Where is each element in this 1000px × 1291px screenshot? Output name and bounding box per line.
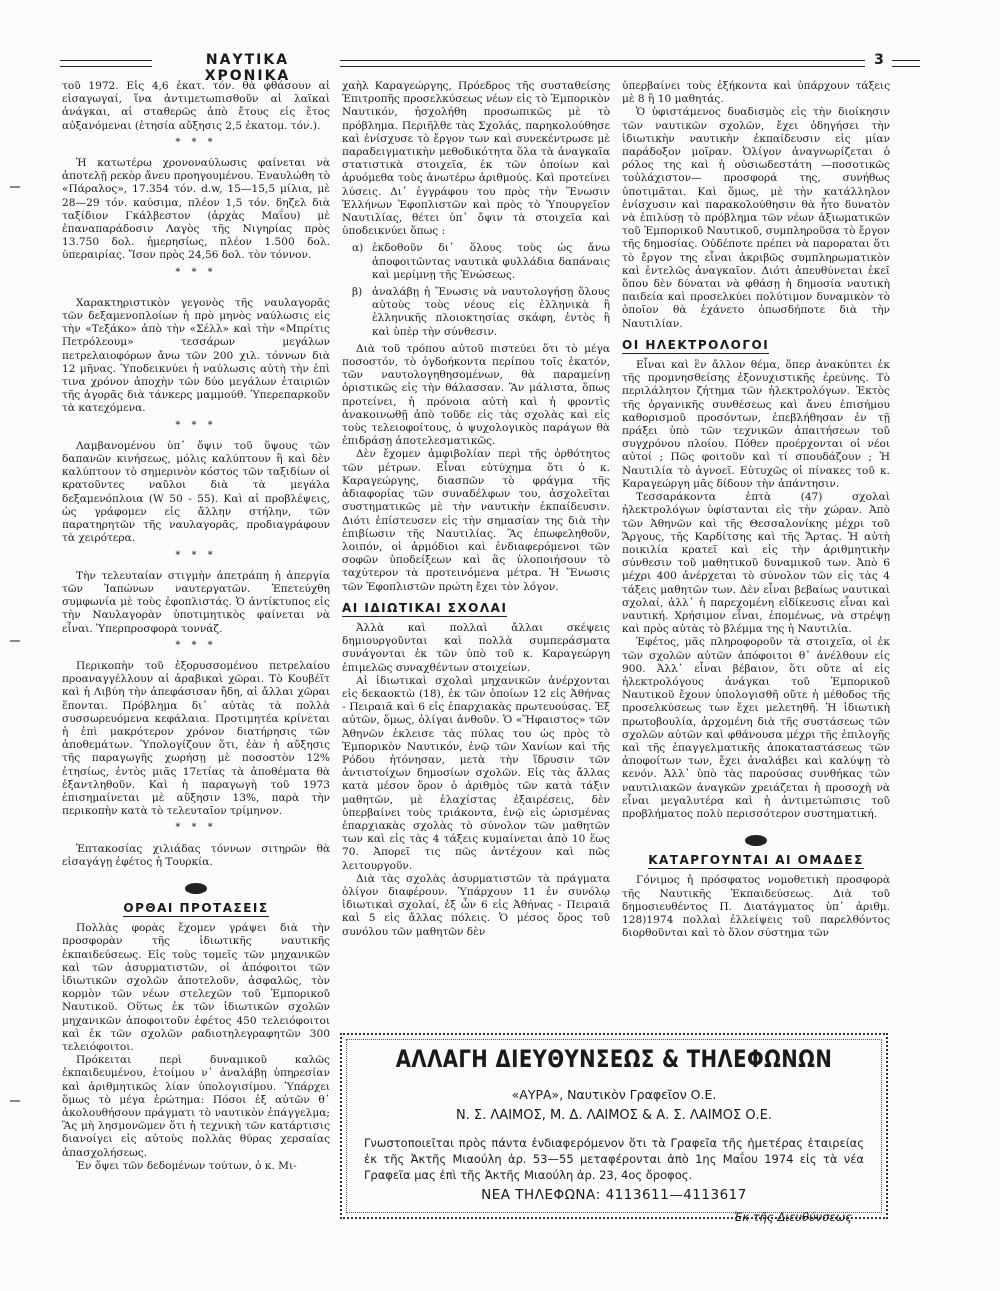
paragraph: Λαμβανομένου ὑπ᾽ ὄψιν τοῦ ὕψους τῶν δαπανῶν κινήσεως, μόλις καλύπτουν ἢ καὶ δὲν καλύπτουν τὸ σημερινὸν κόστος τῶν ταξιδίων οἱ κρατοῦντες ναῦλοι διὰ τὰ μεγάλα δεξαμενόπλοια (W 50 - 55). Καὶ αἱ προβλέψεις, ὡς γράφομεν εἰς ἄλλην στήλην, τῶν παρατηρητῶν τῆς ναυλαγορᾶς, προδιαγράφουν τὰ χειρότερα. <box>62 439 330 545</box>
list-item <box>342 242 610 282</box>
paragraph: Εἶναι καὶ ἓν ἄλλον θέμα, ὅπερ ἀνακύπτει ἐκ τῆς προμνησθείσης ἐξονυχιστικῆς ἐρεύνης. Τὸ περιλάλητον ζήτημα τῶν ἠλεκτρολόγων. Ἐκτὸς τῆς ὀργανικῆς συνθέσεως καὶ ἄνευ ἐπισήμου καθορισμοῦ προσόντων, ἐπεβλήθησαν ἐν τῇ πράξει ὑπὸ τῶν τεχνικῶν ἀπαιτήσεων τοῦ συγχρόνου πλοίου. Πόθεν προέρχονται οἱ νέοι αὐτοί ; Πῶς φοιτοῦν καὶ τί σπουδάζουν ; Ἡ Ναυτιλία τὸ ἀγνοεῖ. Εὐτυχῶς οἱ πίνακες τοῦ κ. Καραγεώργη μᾶς δίδουν τὴν ἀπάντησιν. <box>622 359 890 490</box>
binding-mark <box>10 640 20 642</box>
paragraph: χαὴλ Καραγεώργης, Πρόεδρος τῆς συσταθείσης Ἐπιτροπῆς προσελκύσεως νέων εἰς τὸ Ἐμπορικὸν Ναυτικόν, ἠσχολήθη προσωπικῶς μὲ τὸ πρόβλημα. Περιῆλθε τὰς Σχολάς, παρηκολούθησε καὶ ἐνίσχυσε τὸ ἔργον των καὶ συνεκέντρωσε μὲ παραδειγματικὴν μεθοδικότητα ὅλα τὰ ἀναγκαῖα στατιστικὰ στοιχεῖα, ἐκ τῶν ὁποίων καὶ ἀρυόμεθα τοὺς ἀνωτέρω ἀριθμούς. Καὶ προτείνει λύσεις. Δι᾽ ἐγγράφου του πρὸς τὴν Ἕνωσιν Ἑλλήνων Ἐφοπλιστῶν καὶ πρὸς τὸ Ὑπουργεῖον Ναυτιλίας, θέτει ὑπ᾽ ὄψιν τὰ στοιχεῖα καὶ ὑποδεικνύει ὅπως : <box>342 80 610 238</box>
paragraph: τοῦ 1972. Εἰς 4,6 ἑκατ. τόν. θὰ φθάσουν αἱ εἰσαγωγαί, ἵνα ἀντιμετωπισθοῦν αἱ λαϊκαὶ ἀνάγκαι, αἱ σταθερῶς ἀπὸ ἔτους εἰς ἔτος αὐξανόμεναι (ἐτησία αὔξησις 2,5 ἑκατομ. τόν.). <box>62 80 330 132</box>
section-separator: * * * <box>175 136 217 148</box>
masthead <box>60 52 920 84</box>
paragraph: Πολλὰς φορὰς ἔχομεν γράψει διὰ τὴν προσφορὰν τῆς ἰδιωτικῆς ναυτικῆς ἐκπαιδεύσεως. Εἰς τοὺς τομεῖς τῶν μηχανικῶν καὶ τῶν ἀσυρματιστῶν, οἱ ἀπόφοιτοι τῶν ἰδιωτικῶν σχολῶν ἀποτελοῦν, ἀσφαλῶς, τὸν κορμὸν τῶν νέων στελεχῶν τοῦ Ἐμπορικοῦ Ναυτικοῦ. Οὕτως ἐκ τῶν ἰδιωτικῶν σχολῶν μηχανικῶν ἀποφοιτοῦν ἐφέτος 450 τελειόφοιτοι καὶ ἐκ τῶν σχολῶν ραδιοτηλεγραφητῶν 300 τελειόφοιτοι. <box>62 922 330 1053</box>
section-bullet-icon <box>745 835 767 846</box>
column-2 <box>342 80 610 939</box>
notice-body: Γνωστοποιεῖται πρὸς πάντα ἐνδιαφερόμενον ὅτι τὰ Γραφεῖα τῆς ἡμετέρας ἑταιρείας ἐκ τῆς Ἀκτῆς Μιαούλη ἀρ. 53—55 μεταφέρονται ἀπὸ 1ης Μαΐου 1974 εἰς τὰ νέα Γραφεῖα μας ἐπὶ τῆς Ἀκτῆς Μιαούλη ἀρ. 23, 4ος ὄροφος. <box>364 1136 864 1182</box>
masthead-rule-end <box>892 60 920 67</box>
list-item <box>342 286 610 339</box>
masthead-rule-left <box>60 60 152 67</box>
paragraph: Δὲν ἔχομεν ἀμφιβολίαν περὶ τῆς ὀρθότητος τῶν μέτρων. Εἶναι εὐτύχημα ὅτι ὁ κ. Καραγεώργης, διασπῶν τὸ φράγμα τῆς ἀδιαφορίας τῶν συναδέλφων του, ἀσχολεῖται συστηματικῶς μὲ τὴν ναυτικὴν ἐκπαίδευσιν. Διότι ἐπίστευσεν εἰς τὴν σημασίαν της διὰ τὴν ἐπιβίωσιν τῆς Ναυτιλίας. Ἂς ἐπωφεληθοῦν, λοιπόν, οἱ ἁρμόδιοι καὶ ἐνδιαφερόμενοι τῶν σοφῶν ὑποδείξεων καὶ ἂς ὑλοποιήσουν τὸ ταχύτερον τὰ προτεινόμενα μέτρα. Ἡ Ἕνωσις τῶν Ἐφοπλιστῶν πρώτη ἔχει τὸν λόγον. <box>342 448 610 593</box>
page-number: 3 <box>874 52 884 68</box>
paragraph: Τεσσαράκοντα ἑπτὰ (47) σχολαὶ ἠλεκτρολόγων ὑφίστανται εἰς τὴν χώραν. Ἀπὸ τῶν Ἀθηνῶν καὶ τῆς Θεσσαλονίκης μέχρι τοῦ Ἄργους, τῆς Καρδίτσης καὶ τῆς Ἄρτας. Ἡ αὐτὴ ποικιλία κρατεῖ καὶ εἰς τὴν ἀριθμητικὴν σύνθεσιν τοῦ μαθητικοῦ δυναμικοῦ των. Ἀπὸ 6 μέχρι 400 ἀνέρχεται τὸ σύνολον τῶν εἰς τὰς 4 τάξεις μαθητῶν των. Δὲν εἶναι βεβαίως ναυτικαὶ σχολαί, ἀλλ᾽ ἡ παρεχομένη εἰδίκευσις εἶναι καὶ ναυτική. Χρήσιμον εἶναι, ἑπομένως, νὰ στρέψῃ καὶ πρὸς αὐτὰς τὸ βλέμμα της ἡ Ναυτιλία. <box>622 491 890 636</box>
masthead-rule-right <box>340 60 865 67</box>
paragraph: ὑπερβαίνει τοὺς ἑξήκοντα καὶ ὑπάρχουν τάξεις μὲ 8 ἢ 10 μαθητάς. <box>622 80 890 106</box>
section-separator: * * * <box>175 419 217 431</box>
column-3 <box>622 80 890 940</box>
paragraph: Διὰ τοῦ τρόπου αὐτοῦ πιστεύει ὅτι τὸ μέγα ποσοστόν, τὸ ὀγδοήκοντα περίπου τοῖς ἑκατόν, τῶν ναυτολογηθησομένων, θὰ παραμείνῃ ὁριστικῶς εἰς τὴν θάλασσαν. Ἂν μάλιστα, ὅπως προτείνει, ἡ πρόνοια αὐτὴ καὶ ἡ φροντὶς ἀνακοινωθῇ ἀπὸ τοῦδε εἰς τὰς σχολὰς καὶ εἰς τοὺς τελειοφοίτους, ὁ ψυχολογικὸς παράγων θὰ ἐπιδράσῃ ἀποτελεσματικῶς. <box>342 342 610 448</box>
paragraph: Αἱ ἰδιωτικαὶ σχολαὶ μηχανικῶν ἀνέρχονται εἰς δεκαοκτὼ (18), ἐκ τῶν ὁποίων 12 εἰς Ἀθήνας - Πειραιᾶ καὶ 6 εἰς ἐπαρχιακὰς πρωτευούσας. Ἐξ αὐτῶν, ὅμως, ὀλίγαι ἀνθοῦν. Ὁ «Ἥφαιστος» τῶν Ἀθηνῶν ἐκλεισε τὰς πύλας του ὡς πρὸς τὸ Ἐμπορικὸν Ναυτικόν, ἐνῷ τῶν Χανίων καὶ τῆς Ρόδου ἠτόνησαν, μετὰ τὴν ἵδρυσιν τῶν ἀντιστοίχων δημοσίων σχολῶν. Εἰς τὰς ἄλλας κατὰ μέσον ὅρον ὁ ἀριθμὸς τῶν κατὰ τάξιν μαθητῶν, μὲ ἐλαχίστας ἐξαιρέσεις, δὲν ὑπερβαίνει τοὺς τριάκοντα, ἐνῷ εἰς ὡρισμένας ἐπαρχιακὰς σχολὰς τὸ σύνολον τῶν μαθητῶν των καὶ εἰς τὰς 4 τάξεις κυμαίνεται ἀπὸ 10 ἕως 70. Ἀπορεῖ τις πῶς ἀντέχουν καὶ πῶς λειτουργοῦν. <box>342 674 610 872</box>
paragraph: Ἐν ὄψει τῶν δεδομένων τούτων, ὁ κ. Μι- <box>76 1159 297 1172</box>
section-separator: * * * <box>175 266 217 278</box>
section-heading: ΑΙ ΙΔΙΩΤΙΚΑΙ ΣΧΟΛΑΙ <box>342 600 508 615</box>
notice-firm: «ΑΥΡΑ», Ναυτικὸν Γραφεῖον Ο.Ε. <box>511 1087 717 1102</box>
binding-mark <box>10 186 20 188</box>
notice-partners: Ν. Σ. ΛΑΙΜΟΣ, Μ. Δ. ΛΑΙΜΟΣ & Α. Σ. ΛΑΙΜΟΣ Ο.Ε. <box>455 1108 773 1123</box>
list-label: β) <box>352 286 363 299</box>
section-separator: * * * <box>175 549 217 561</box>
paragraph: Διὰ τὰς σχολὰς ἀσυρματιστῶν τὰ πράγματα ὀλίγον διαφέρουν. Ὑπάρχουν 11 ἐν συνόλῳ ἰδιωτικαὶ σχολαί, ἐξ ὧν 6 εἰς Ἀθήνας - Πειραιᾶ καὶ 5 εἰς ἄλλας πόλεις. Ὁ μέσος ὅρος τοῦ συνόλου τῶν μαθητῶν δὲν <box>342 872 610 938</box>
paragraph: Ἐφέτος, μᾶς πληροφοροῦν τὰ στοιχεῖα, οἱ ἐκ τῶν σχολῶν αὐτῶν ἀπόφοιτοι θ᾽ ἀνέλθουν εἰς 900. Ἀλλ᾽ εἶναι βέβαιον, ὅτι οὔτε αἱ εἰς ἠλεκτρολόγους ἀνάγκαι τοῦ Ἐμπορικοῦ Ναυτικοῦ ἔχουν ὑπολογισθῆ οὔτε ἡ μέθοδος τῆς προσελκύσεως των ἔχει μελετηθῆ. Ἡ ἰδιωτικὴ πρωτοβουλία, ἀρχομένη διὰ τῆς συστάσεως τῶν σχολῶν αὐτῶν καὶ φθάνουσα μέχρι τῆς ἐπιλογῆς καὶ τῆς ἐπαγγελματικῆς ἀποκαταστάσεως τῶν ἀποφοίτων των, ἔχει ἀναλάβει καὶ καλύψῃ τὸ κενόν. Ἀλλ᾽ ὑπὸ τὰς παρούσας συνθήκας τῶν ναυτιλιακῶν ἀναγκῶν χρειάζεται ἡ προσοχὴ νὰ εἶναι μεγαλυτέρα καὶ ἡ ἀντιμετώπισις τοῦ προβλήματος πολὺ περισσότερον συστηματική. <box>622 636 890 820</box>
binding-mark <box>10 1100 20 1102</box>
column-1 <box>62 80 330 1173</box>
paragraph: Ἑπτακοσίας χιλιάδας τόννων σιτηρῶν θὰ εἰσαγάγῃ ἐφέτος ἡ Τουρκία. <box>62 842 330 868</box>
list-text: ἀναλάβῃ ἡ Ἕνωσις νὰ ναυτολογήσῃ ὅλους αὐτοὺς τοὺς νέους εἰς ἑλληνικὰ ἢ ἑλληνικῆς πλοιοκτησίας σκάφη, ἐντὸς ἢ καὶ ὑπὲρ τὴν σύνθεσιν. <box>372 286 610 338</box>
paragraph: Ἡ κατωτέρω χρονοναύλωσις φαίνεται νὰ ἀποτελῇ ρεκὸρ ἄνευ προηγουμένου. Ἐναυλώθη τὸ «Πάραλος», 17.354 τόν. d.w, 15—15,5 μίλια, μὲ 28—29 τόν. καύσιμα, πλέον 1,5 τόν. δηζελ διὰ ταξίδιον Γκάλβεστον (ἀρχὰς Μαΐου) μὲ ἐπαναπαράδοσιν Λαγὸς τῆς Νιγηρίας πρὸς 13.750 δολ. ἡμερησίως, πλέον 1.500 δολ. ὑπεραιρίας. Ἴσον πρὸς 24,56 δολ. τὸν τόννον. <box>62 157 330 262</box>
paragraph: Περικοπὴν τοῦ ἐξορυσσομένου πετρελαίου προαναγγέλλουν αἱ ἀραβικαὶ χῶραι. Τὸ Κουβέϊτ καὶ ἡ Λιβύη τὴν ἀπεφάσισαν ἤδη, αἱ ἄλλαι χῶραι ἕπονται. Πρόβλημα δι᾽ αὐτὰς τὰ πολλὰ συσσωρευόμενα κεφάλαια. Προτιμητέα κρίνεται ἡ ἐπὶ μακρότερον χρόνον διατήρησις τῶν ἀποθεμάτων. Ὑπολογίζουν ὅτι, ἐὰν ἡ αὔξησις τῆς παραγωγῆς χωρήσῃ μὲ ποσοστὸν 12% ἐτησίως, ἐντὸς μιᾶς 17ετίας τὰ ἀποθέματα θὰ ἐξαντληθοῦν. Καὶ ἡ παραγωγὴ τοῦ 1973 ἐπισημαίνεται μὲ αὔξησιν 13%, παρὰ τὴν περικοπὴν κατὰ τὸ τελευταῖον τρίμηνον. <box>62 659 330 818</box>
paragraph: Ἀλλὰ καὶ πολλαὶ ἄλλαι σκέψεις δημιουργοῦνται καὶ πολλὰ συμπεράσματα συνάγονται ἐκ τῶν ὑπὸ τοῦ κ. Καραγεώργη ἐπιμελῶς συναχθέντων στοιχείων. <box>342 621 610 674</box>
notice-title: ΑΛΛΑΓΗ ΔΙΕΥΘΥΝΣΕΩΣ & ΤΗΛΕΦΩΝΩΝ <box>395 1045 833 1073</box>
paragraph: Τὴν τελευταίαν στιγμὴν ἀπετράπη ἡ ἀπεργία τῶν Ἰαπώνων ναυτεργατῶν. Ἐπετεύχθη συμφωνία μὲ τοὺς ἐφοπλιστάς. Ὁ ἀντίκτυπος εἰς τὴν Ναυλαγορὰν ὑποτιμητικὸς φαίνεται νὰ εἶναι. Ὑπερπροσφορὰ τοννάζ. <box>62 569 330 635</box>
section-separator: * * * <box>175 822 217 834</box>
address-change-notice <box>340 1033 888 1224</box>
list-label: α) <box>352 242 364 255</box>
paragraph: Ὁ ὑφιστάμενος δυαδισμὸς εἰς τὴν διοίκησιν τῶν ναυτικῶν σχολῶν, ἔχει ὁδηγήσει τὴν ἰδιωτικὴν ναυτικὴν ἐκπαίδευσιν εἰς μίαν παράδοξον μοῖραν. Ὀλίγον ἀναγνωρίζεται ὁ ρόλος της καὶ ἡ οὐσιωδεστάτη —ποσοτικῶς τοὐλάχιστον— προσφορά της, συνήθως ὑποτιμᾶται. Καὶ ὅμως, μὲ τὴν κατάλληλον ἐνίσχυσιν καὶ παρακολούθησιν θὰ ἦτο δυνατὸν νὰ ἐπιλύσῃ τὸ πρόβλημα τῶν νέων ἀξιωματικῶν τοῦ Ἐμπορικοῦ Ναυτικοῦ, συμπληροῦσα τὸ ἔργον τῆς δημοσίας. Οὐδέποτε πρέπει νὰ παροραται ὅτι τὸ ἔργον της εἶναι ἀκριβῶς συμπληρωματικὸν καὶ ἐντελῶς ἀναγκαῖον. Διότι ἀπευθύνεται ἐκεῖ ὅπου δὲν δύναται νὰ φθάσῃ ἡ δημοσία ναυτικὴ παιδεία καὶ προσελκύει πολύτιμον δυναμικὸν τὸ ὁποῖον θὰ ἐχάνετο ὁπωσδήποτε διὰ τὴν Ναυτιλίαν. <box>622 106 890 330</box>
section-separator: * * * <box>175 639 217 651</box>
paragraph: Πρόκειται περὶ δυναμικοῦ καλῶς ἐκπαιδευμένου, ἑτοίμου ν᾽ ἀναλάβῃ ὑπηρεσίαν καὶ ἀριθμητικῶς λίαν ὑπολογισίμου. Ὑπάρχει ὅμως τὸ μέγα ἐρώτημα: Πόσοι ἐξ αὐτῶν θ᾽ ἀκολουθήσουν πράγματι τὸ ναυτικὸν ἐπάγγελμα; Ἂς μὴ λησμονῶμεν ὅτι ἡ τεχνικὴ τῶν κατάρτισις διανοίγει εἰς αὐτοὺς πολλὰς θύρας χερσαίας ἀπασχολήσεως. <box>62 1054 330 1159</box>
notice-phones: ΝΕΑ ΤΗΛΕΦΩΝΑ: 4113611—4113617 <box>481 1187 747 1203</box>
paragraph: Χαρακτηριστικὸν γεγονὸς τῆς ναυλαγορᾶς τῶν δεξαμενοπλοίων ἡ πρὸ μηνὸς ναύλωσις εἰς τὴν «Τεξάκο» ἀπὸ τὴν «Σέλλ» καὶ τὴν «Μπρίτις Πετρόλεουμ» τεσσάρων μεγάλων πετρελαιοφόρων ἄνω τῶν 200 χιλ. τόννων διὰ 12 μῆνας. Ὑποδεικνύει ἡ ναύλωσις αὐτὴ τὴν ἐπὶ τινα χρόνον ἀποχὴν τῶν δύο μεγάλων ἑταιριῶν τῆς ἀγορᾶς διὰ τάνκερς μαμμούθ. Ὑπερεπαρκοῦν τὰ κατεχόμενα. <box>62 296 330 415</box>
paragraph: Γόνιμος ἡ πρόσφατος νομοθετικὴ προσφορὰ τῆς Ναυτικῆς Ἐκπαιδεύσεως. Διὰ τοῦ δημοσιευθέντος Π. Διατάγματος ὑπ᾽ ἀριθμ. 128)1974 πολλαὶ ἐλλείψεις τοῦ παρελθόντος διορθοῦνται καὶ τὸ ὅλον σύστημα τῶν <box>622 874 890 940</box>
publication-title: ΝΑΥΤΙΚΑ ΧΡΟΝΙΚΑ <box>204 52 291 84</box>
section-heading: ΚΑΤΑΡΓΟΥΝΤΑΙ ΑΙ ΟΜΑΔΕΣ <box>648 853 864 868</box>
section-heading: ΟΡΘΑΙ ΠΡΟΤΑΣΕΙΣ <box>123 900 269 915</box>
list-text: ἐκδοθοῦν δι᾽ ὅλους τοὺς ὡς ἄνω ἀποφοιτῶντας ναυτικὰ φυλλάδια δαπάναις καὶ μερίμνῃ τῆς Ἑνώσεως. <box>372 242 610 281</box>
section-heading: ΟΙ ΗΛΕΚΤΡΟΛΟΓΟΙ <box>622 337 770 352</box>
section-bullet-icon <box>185 883 207 894</box>
notice-signature: Ἐκ τῆς Διευθύνσεως <box>734 1210 852 1224</box>
